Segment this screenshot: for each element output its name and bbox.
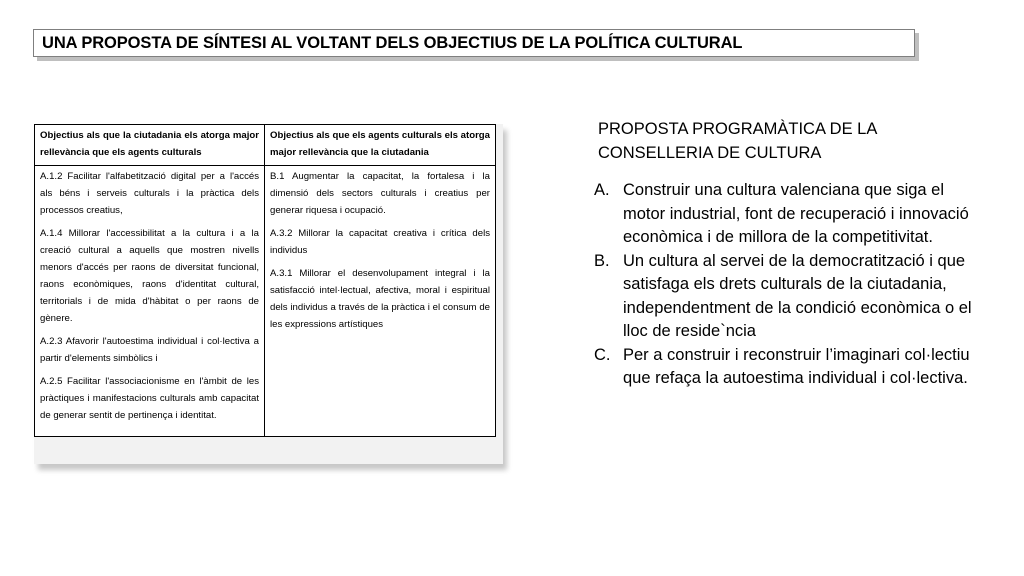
list-marker: B. xyxy=(594,251,610,270)
slide-title-box xyxy=(33,29,915,57)
list-item xyxy=(594,250,988,344)
table-cell-citizens xyxy=(35,166,265,437)
list-marker: A. xyxy=(594,181,610,199)
list-item xyxy=(594,344,988,391)
objective-a-1-2: A.1.2 Facilitar l'alfabetització digital per a l'accés als béns i serveis culturals i la pràctica dels processos creatius, xyxy=(40,171,259,216)
list-marker: C. xyxy=(594,345,611,364)
list-item xyxy=(594,179,988,250)
objective-a-3-2: A.3.2 Millorar la capacitat creativa i crítica dels individus xyxy=(270,228,490,256)
objective-b-1: B.1 Augmentar la capacitat, la fortalesa i la dimensió dels sectors culturals i creatius per generar riquesa i ocupació. xyxy=(270,171,490,216)
list-item-text: Un cultura al servei de la democratització i que satisfaga els drets culturals de la ciutadania, independentment de la condició econòmica o el lloc de reside`ncia xyxy=(623,251,972,340)
proposal-heading: PROPOSTA PROGRAMÀTICA DE LA CONSELLERIA DE CULTURA xyxy=(598,120,877,162)
slide-title: UNA PROPOSTA DE SÍNTESI AL VOLTANT DELS OBJECTIUS DE LA POLÍTICA CULTURAL xyxy=(42,34,743,52)
objective-a-3-1: A.3.1 Millorar el desenvolupament integral i la satisfacció intel·lectual, afectiva, moral i espiritual dels individus a través de la pràctica i el consum de les expressions artístiques xyxy=(270,268,490,330)
objective-a-2-3: A.2.3 Afavorir l'autoestima individual i col·lectiva a partir d'elements simbòlics i xyxy=(40,336,259,364)
objectives-table xyxy=(34,124,496,437)
table-header-row xyxy=(35,125,496,166)
objective-a-2-5: A.2.5 Facilitar l'associacionisme en l'àmbit de les pràctiques i manifestacions culturals amb capacitat de generar sentit de pertinença i identitat. xyxy=(40,376,259,421)
objective-a-1-4: A.1.4 Millorar l'accessibilitat a la cultura i a la creació cultural a aquells que mostren nivells menors d'accés per raons de diversitat funcional, raons econòmiques, raons d'identitat cultural, territorials i de mida d'hàbitat o per raons de gènere. xyxy=(40,228,259,324)
table-row xyxy=(35,166,496,437)
proposal-panel xyxy=(594,118,988,391)
table-header-agents: Objectius als que els agents culturals els atorga major rellevància que la ciutadania xyxy=(265,125,496,166)
list-item-text: Per a construir i reconstruir l’imaginari col·lectiu que refaça la autoestima individual i col·lectiva. xyxy=(623,345,970,387)
proposal-list xyxy=(594,179,988,391)
objectives-table-image xyxy=(34,124,503,464)
list-item-text: Construir una cultura valenciana que siga el motor industrial, font de recuperació i innovació econòmica i de millora de la competitivitat. xyxy=(623,181,969,246)
table-cell-agents xyxy=(265,166,496,437)
table-header-citizens: Objectius als que la ciutadania els atorga major rellevància que els agents culturals xyxy=(35,125,265,166)
